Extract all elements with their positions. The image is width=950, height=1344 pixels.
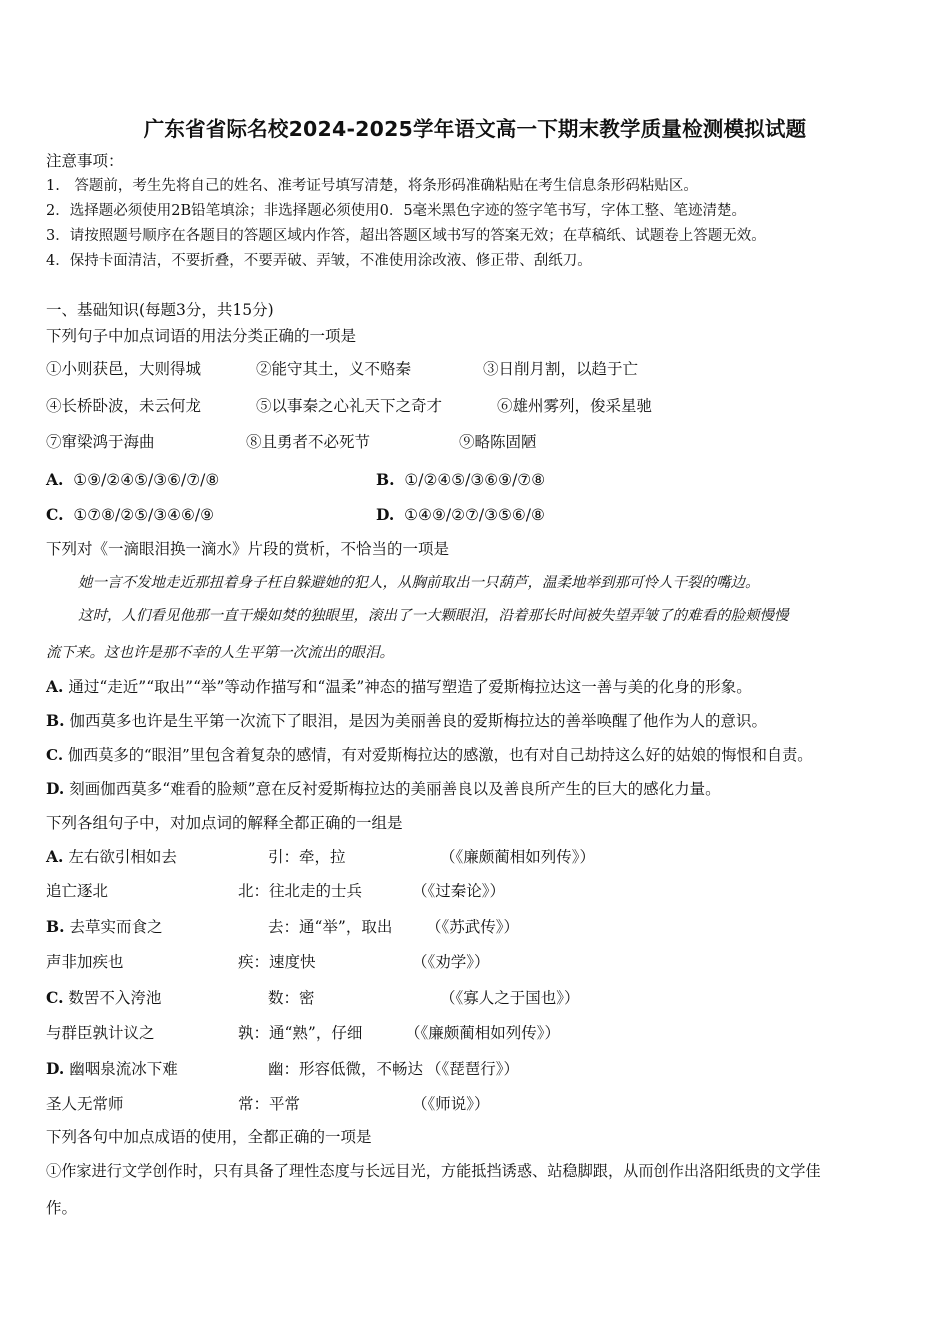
q1-item: ⑤以事秦之心礼天下之奇才 (256, 397, 443, 415)
q3-sentence: 左右欲引相如去 (68, 848, 177, 866)
option-label: C. (46, 988, 64, 1007)
q3-sentence: 数罟不入洿池 (68, 989, 162, 1007)
q3-sentence: 圣人无常师 (46, 1095, 124, 1113)
q3-row[interactable] (46, 917, 162, 937)
option-label: A. (46, 470, 64, 489)
q3-sentence: 与群臣孰计议之 (46, 1024, 155, 1042)
q3-gloss: 引：牵，拉 (268, 848, 346, 866)
q4-item-line: ①作家进行文学创作时，只有具备了理性态度与长远目光，方能抵挡诱惑、站稳脚跟，从而创作出洛阳纸贵的文学佳 (46, 1162, 821, 1180)
q3-gloss: 孰：通“熟”，仔细 (238, 1024, 363, 1042)
q2-stem: 下列对《一滴眼泪换一滴水》片段的赏析，不恰当的一项是 (46, 540, 450, 558)
option-text: ①⑨/②④⑤/③⑥/⑦/⑧ (73, 471, 220, 489)
option-label: C. (46, 746, 64, 764)
q3-sentence: 去草实而食之 (69, 918, 163, 936)
option-text: ①/②④⑤/③⑥⑨/⑦⑧ (404, 471, 546, 489)
q1-item: ⑨略陈固陋 (459, 433, 537, 451)
q1-option-c[interactable] (46, 505, 214, 525)
q1-option-d[interactable] (376, 505, 545, 525)
q3-sentence: 追亡逐北 (46, 882, 109, 900)
q1-option-b[interactable] (376, 470, 545, 490)
q2-passage-line: 这时，人们看见他那一直干燥如焚的独眼里，滚出了一大颗眼泪，沿着那长时间被失望弄皱了的难看的脸颊慢慢 (78, 608, 789, 624)
q3-stem: 下列各组句子中，对加点词的解释全都正确的一组是 (46, 814, 403, 832)
q3-row[interactable] (46, 988, 161, 1008)
q2-option-c[interactable] (46, 745, 812, 765)
q1-item: ④长桥卧波，未云何龙 (46, 397, 202, 415)
q4-stem: 下列各句中加点成语的使用，全都正确的一项是 (46, 1128, 372, 1146)
q3-source: （《寡人之于国也》） (440, 989, 580, 1007)
notice-heading: 注意事项： (46, 152, 124, 170)
q2-passage-line: 她一言不发地走近那扭着身子枉自躲避她的犯人，从胸前取出一只葫芦，温柔地举到那可怜人干裂的嘴边。 (78, 575, 760, 591)
q3-source: （《廉颇蔺相如列传》） (405, 1024, 561, 1042)
q1-item: ②能守其土，义不赂秦 (256, 360, 412, 378)
q2-option-d[interactable] (46, 779, 721, 799)
q3-source: （《师说》） (412, 1095, 490, 1113)
q3-row[interactable] (46, 847, 177, 867)
q3-gloss: 去：通“举”，取出 (268, 918, 393, 936)
q1-option-a[interactable] (46, 470, 219, 490)
option-label: A. (46, 847, 64, 866)
option-label: A. (46, 677, 64, 696)
option-label: D. (46, 779, 65, 798)
option-text: 刻画伽西莫多“难看的脸颊”意在反衬爱斯梅拉达的美丽善良以及善良所产生的巨大的感化力量。 (69, 780, 721, 798)
q2-option-b[interactable] (46, 711, 767, 731)
option-text: 伽西莫多也许是生平第一次流下了眼泪，是因为美丽善良的爱斯梅拉达的善举唤醒了他作为人的意识。 (69, 712, 767, 730)
q1-item: ①小则获邑，大则得城 (46, 360, 202, 378)
q3-source: （《廉颇蔺相如列传》） (440, 848, 596, 866)
notice-item: 2．选择题必须使用2B铅笔填涂；非选择题必须使用0．5毫米黑色字迹的签字笔书写，字体工整、笔迹清楚。 (46, 203, 747, 219)
option-text: ①⑦⑧/②⑤/③④⑥/⑨ (73, 506, 215, 524)
option-label: B. (46, 711, 65, 730)
q3-sentence: 幽咽泉流冰下难 (69, 1060, 178, 1078)
q3-gloss: 幽：形容低微，不畅达 (268, 1060, 424, 1078)
q4-item-line: 作。 (46, 1199, 78, 1217)
q1-item: ⑥雄州雾列，俊采星驰 (497, 397, 653, 415)
option-label: C. (46, 505, 64, 524)
option-label: D. (376, 505, 395, 524)
q1-item: ⑧且勇者不必死节 (246, 433, 371, 451)
q3-gloss: 常：平常 (238, 1095, 301, 1113)
option-text: 伽西莫多的“眼泪”里包含着复杂的感情，有对爱斯梅拉达的感激，也有对自己劫持这么好的姑娘的悔恨和自责。 (67, 746, 813, 764)
q3-source: （《过秦论》） (412, 882, 506, 900)
q2-option-a[interactable] (46, 677, 752, 697)
notice-item: 3．请按照题号顺序在各题目的答题区域内作答，超出答题区域书写的答案无效；在草稿纸、试题卷上答题无效。 (46, 228, 766, 244)
notice-item: 1. 答题前，考生先将自己的姓名、准考证号填写清楚，将条形码准确粘贴在考生信息条形码粘贴区。 (46, 178, 698, 194)
notice-item: 4．保持卡面清洁，不要折叠，不要弄破、弄皱，不准使用涂改液、修正带、刮纸刀。 (46, 253, 592, 269)
option-label: B. (376, 470, 395, 489)
exam-title: 广东省省际名校2024-2025学年语文高一下期末教学质量检测模拟试题 (143, 117, 807, 141)
option-text: ①④⑨/②⑦/③⑤⑥/⑧ (404, 506, 545, 524)
q3-sentence: 声非加疾也 (46, 953, 124, 971)
q3-source: （《劝学》） (412, 953, 490, 971)
section-heading: 一、基础知识(每题3分，共15分) (46, 301, 274, 319)
q3-source: （《琵琶行》） (426, 1060, 520, 1078)
q3-gloss: 北：往北走的士兵 (238, 882, 363, 900)
q3-gloss: 疾：速度快 (238, 953, 316, 971)
q2-passage-line: 流下来。这也许是那不幸的人生平第一次流出的眼泪。 (46, 645, 394, 661)
option-label: B. (46, 917, 65, 936)
q3-source: （《苏武传》） (426, 918, 520, 936)
q3-gloss: 数：密 (268, 989, 315, 1007)
q1-item: ③日削月割，以趋于亡 (483, 360, 639, 378)
option-label: D. (46, 1059, 65, 1078)
q1-stem: 下列句子中加点词语的用法分类正确的一项是 (46, 327, 357, 345)
option-text: 通过“走近”“取出”“举”等动作描写和“温柔”神态的描写塑造了爱斯梅拉达这一善与美的化身的形象。 (68, 678, 752, 696)
q1-item: ⑦窜梁鸿于海曲 (46, 433, 155, 451)
q3-row[interactable] (46, 1059, 178, 1079)
